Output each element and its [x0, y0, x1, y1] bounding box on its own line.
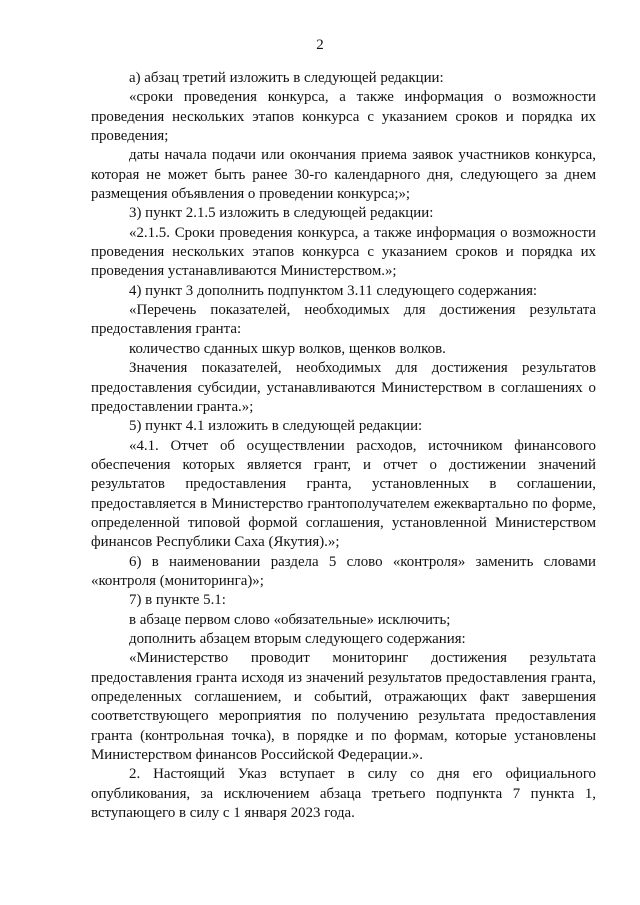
paragraph: 3) пункт 2.1.5 изложить в следующей редакции:	[129, 205, 434, 222]
page-number: 2	[316, 37, 324, 53]
paragraph: количество сданных шкур волков, щенков волков.	[129, 340, 446, 357]
paragraph: «сроки проведения конкурса, а также информация о возможности проведения нескольких этапов конкурса с указанием сроков и порядка их проведения;	[91, 89, 596, 145]
paragraph: 4) пункт 3 дополнить подпунктом 3.11 следующего содержания:	[129, 282, 538, 299]
paragraph: «2.1.5. Сроки проведения конкурса, а также информация о возможности проведения нескольких этапов конкурса с указанием сроков и порядка их проведения устанавливаются Министерством.»;	[91, 224, 596, 280]
paragraph: в абзаце первом слово «обязательные» исключить;	[129, 611, 451, 628]
paragraph: 7) в пункте 5.1:	[129, 592, 226, 609]
paragraph: 6) в наименовании раздела 5 слово «контроля» заменить словами «контроля (мониторинга)»;	[91, 553, 596, 589]
paragraph: Значения показателей, необходимых для достижения результатов предоставления субсидии, устанавливаются Министерством в соглашениях о предоставлении гранта.»;	[91, 360, 596, 415]
paragraph: 2. Настоящий Указ вступает в силу со дня его официального опубликования, за исключением абзаца третьего подпункта 7 пункта 1, вступающего в силу с 1 января 2023 года.	[91, 766, 596, 822]
paragraph: даты начала подачи или окончания приема заявок участников конкурса, которая не может быть ранее 30-го календарного дня, следующего за днем размещения объявления о проведении конкурса;»;	[91, 147, 596, 203]
document-body	[91, 69, 596, 823]
paragraph: дополнить абзацем вторым следующего содержания:	[129, 630, 466, 647]
paragraph: а) абзац третий изложить в следующей редакции:	[129, 70, 444, 86]
paragraph: «Перечень показателей, необходимых для достижения результата предоставления гранта:	[91, 302, 596, 338]
paragraph: «Министерство проводит мониторинг достижения результата предоставления гранта исходя из значений результатов предоставления гранта, определенных соглашением, и событий, отражающих факт завершения соответствующего мероприятия по получению результата предоставления гранта (контрольная точка), в порядке и по формам, которые установлены Министерством финансов Российской Федерации.».	[91, 650, 596, 764]
paragraph: «4.1. Отчет об осуществлении расходов, источником финансового обеспечения которых является грант, и отчет о достижении значений результатов предоставления гранта, установленных в соглашении, предоставляется в Министерство грантополучателем ежеквартально по форме, определенной типовой формой соглашения, установленной Министерством финансов Республики Саха (Якутия).»;	[91, 437, 596, 551]
paragraph: 5) пункт 4.1 изложить в следующей редакции:	[129, 418, 423, 435]
